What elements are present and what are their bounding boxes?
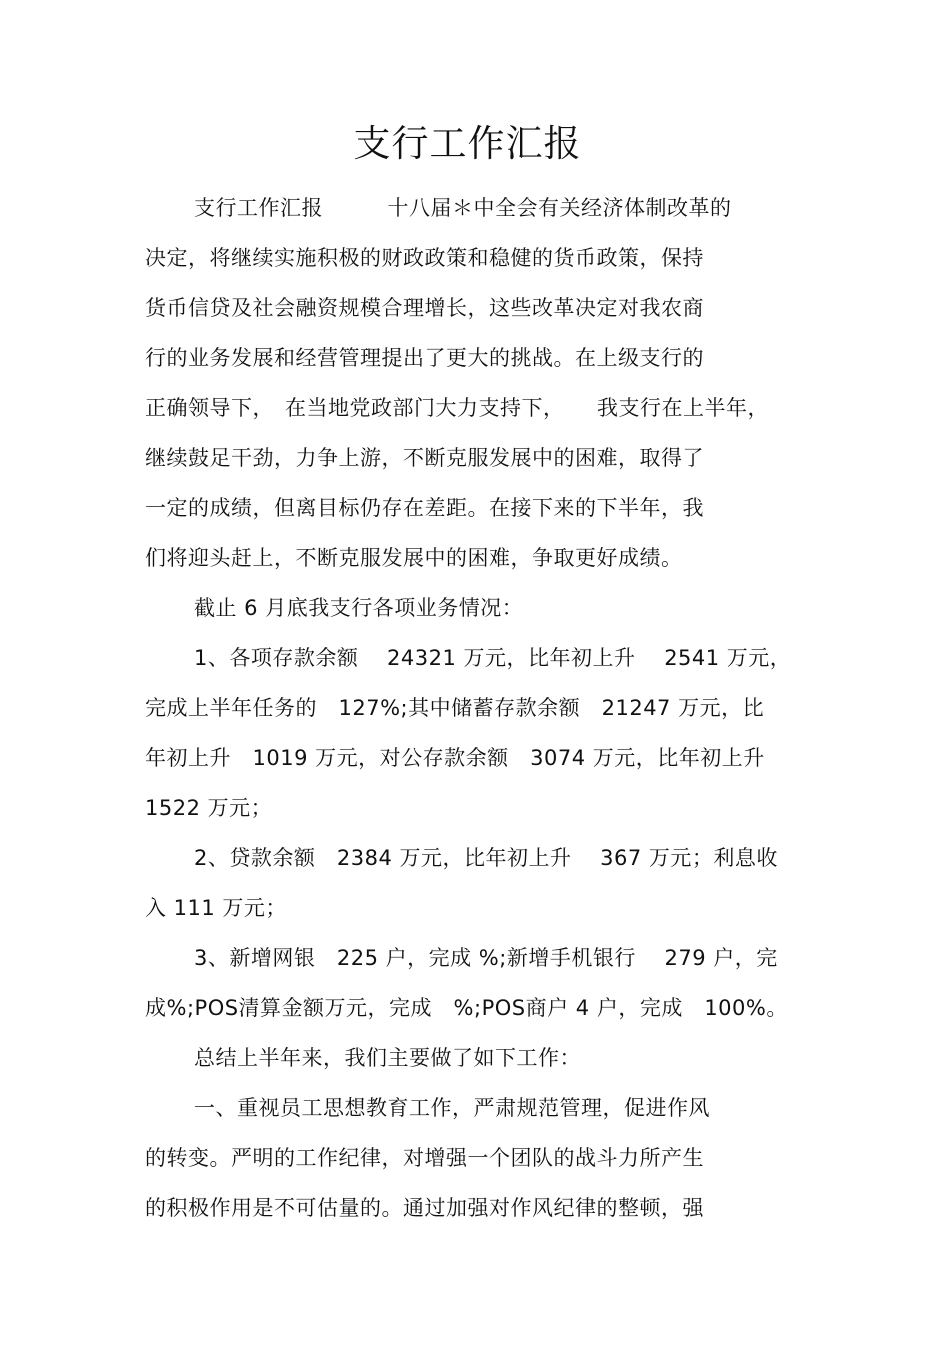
paragraph-line: 截止 6 月底我支行各项业务情况： bbox=[194, 596, 524, 620]
paragraph-line: 成%;POS清算金额万元，完成 %;POS商户 4 户，完成 100%。 bbox=[145, 996, 788, 1020]
paragraph-line: 完成上半年任务的 127%;其中储蓄存款余额 21247 万元，比 bbox=[145, 696, 765, 720]
paragraph-line: 的转变。严明的工作纪律，对增强一个团队的战斗力所产生 bbox=[145, 1146, 704, 1170]
paragraph-line: 1522 万元； bbox=[145, 796, 273, 820]
paragraph-line: 1、各项存款余额 24321 万元，比年初上升 2541 万元， bbox=[194, 646, 792, 670]
paragraph-line: 一定的成绩，但离目标仍存在差距。在接下来的下半年，我 bbox=[145, 496, 704, 520]
paragraph-line: 入 111 万元； bbox=[145, 896, 287, 920]
paragraph-line: 行的业务发展和经营管理提出了更大的挑战。在上级支行的 bbox=[145, 346, 704, 370]
paragraph-line: 支行工作汇报 十八届＊中全会有关经济体制改革的 bbox=[194, 196, 732, 220]
paragraph-line: 货币信贷及社会融资规模合理增长，这些改革决定对我农商 bbox=[145, 296, 704, 320]
paragraph-line: 的积极作用是不可估量的。通过加强对作风纪律的整顿，强 bbox=[145, 1196, 704, 1220]
paragraph-line: 3、新增网银 225 户，完成 %;新增手机银行 279 户，完 bbox=[194, 946, 778, 970]
paragraph-line: 继续鼓足干劲，力争上游，不断克服发展中的困难，取得了 bbox=[145, 446, 704, 470]
paragraph-line: 们将迎头赶上，不断克服发展中的困难，争取更好成绩。 bbox=[145, 546, 683, 570]
paragraph-line: 年初上升 1019 万元，对公存款余额 3074 万元，比年初上升 bbox=[145, 746, 765, 770]
paragraph-line: 决定，将继续实施积极的财政政策和稳健的货币政策，保持 bbox=[145, 246, 704, 270]
paragraph-line: 2、贷款余额 2384 万元，比年初上升 367 万元；利息收 bbox=[194, 846, 778, 870]
paragraph-line: 正确领导下， 在当地党政部门大力支持下， 我支行在上半年， bbox=[145, 396, 769, 420]
paragraph-line: 一、重视员工思想教育工作，严肃规范管理，促进作风 bbox=[194, 1096, 710, 1120]
page-title: 支行工作汇报 bbox=[353, 122, 582, 165]
paragraph-line: 总结上半年来，我们主要做了如下工作： bbox=[194, 1046, 581, 1070]
